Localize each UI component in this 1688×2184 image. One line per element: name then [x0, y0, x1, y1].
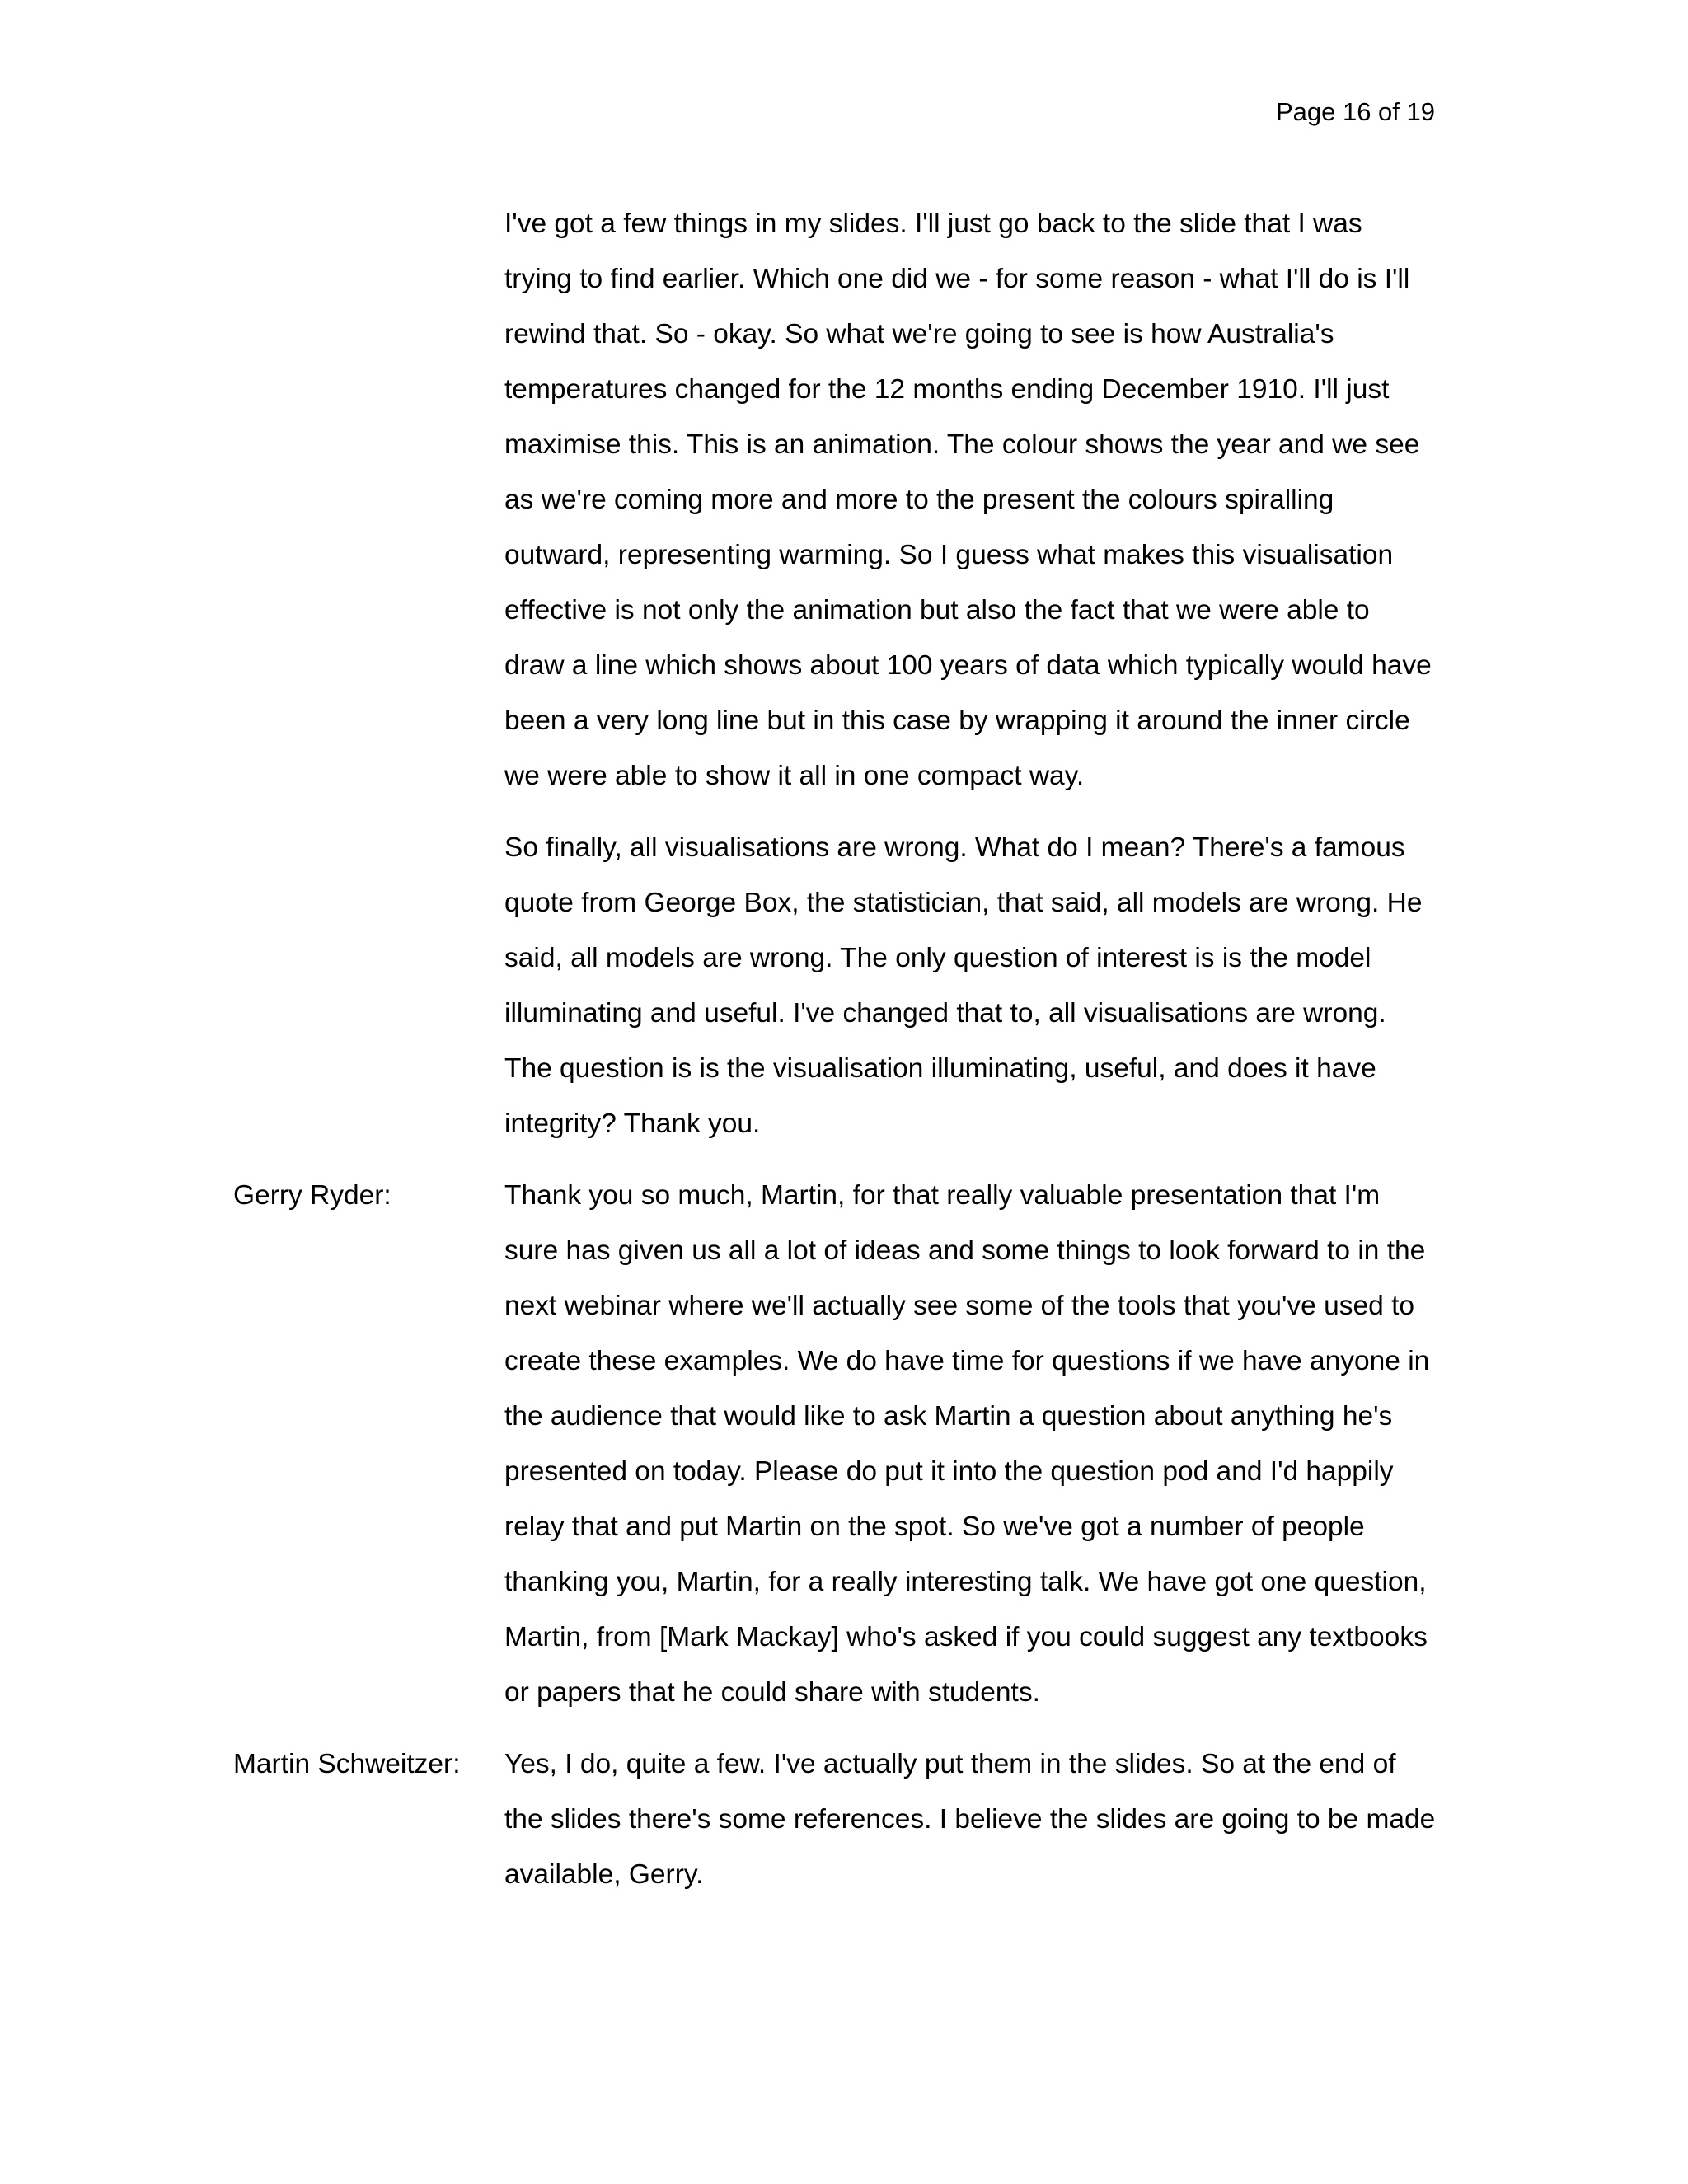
speech	[504, 1168, 1437, 1736]
speech-paragraph: Thank you so much, Martin, for that really valuable presentation that I'm sure has given us all a lot of ideas and some things to look forward to in the next webinar where we'll actually see some of the tools that you've used to create these examples. We do have time for questions if we have anyone in the audience that would like to ask Martin a question about anything he's presented on today. Please do put it into the question pod and I'd happily relay that and put Martin on the spot. So we've got a number of people thanking you, Martin, for a really interesting talk. We have got one question, Martin, from [Mark Mackay] who's asked if you could suggest any textbooks or papers that he could share with students.	[504, 1180, 1430, 1708]
transcript-turn	[233, 1168, 1437, 1736]
transcript-turn	[233, 196, 1437, 1168]
transcript	[233, 196, 1437, 1919]
page-number: Page 16 of 19	[1275, 97, 1435, 126]
speaker-label	[233, 196, 504, 1168]
speech-paragraph: Yes, I do, quite a few. I've actually put them in the slides. So at the end of the slides there's some references. I believe the slides are going to be made available, Gerry.	[504, 1749, 1436, 1890]
speech	[504, 1736, 1437, 1919]
speech-paragraph: So finally, all visualisations are wrong. What do I mean? There's a famous quote from George Box, the statistician, that said, all models are wrong. He said, all models are wrong. The only question of interest is is the model illuminating and useful. I've changed that to, all visualisations are wrong. The question is is the visualisation illuminating, useful, and does it have integrity? Thank you.	[504, 832, 1423, 1139]
speech-paragraph: I've got a few things in my slides. I'll just go back to the slide that I was trying to find earlier. Which one did we - for some reason - what I'll do is I'll rewind that. So - okay. So what we're going to see is how Australia's temperatures changed for the 12 months ending December 1910. I'll just maximise this. This is an animation. The colour shows the year and we see as we're coming more and more to the present the colours spiralling outward, representing warming. So I guess what makes this visualisation effective is not only the animation but also the fact that we were able to draw a line which shows about 100 years of data which typically would have been a very long line but in this case by wrapping it around the inner circle we were able to show it all in one compact way.	[504, 209, 1432, 791]
transcript-turn	[233, 1736, 1437, 1919]
speaker-label: Gerry Ryder:	[233, 1180, 392, 1211]
speech	[504, 196, 1437, 1168]
speaker-label: Martin Schweitzer:	[233, 1749, 461, 1779]
